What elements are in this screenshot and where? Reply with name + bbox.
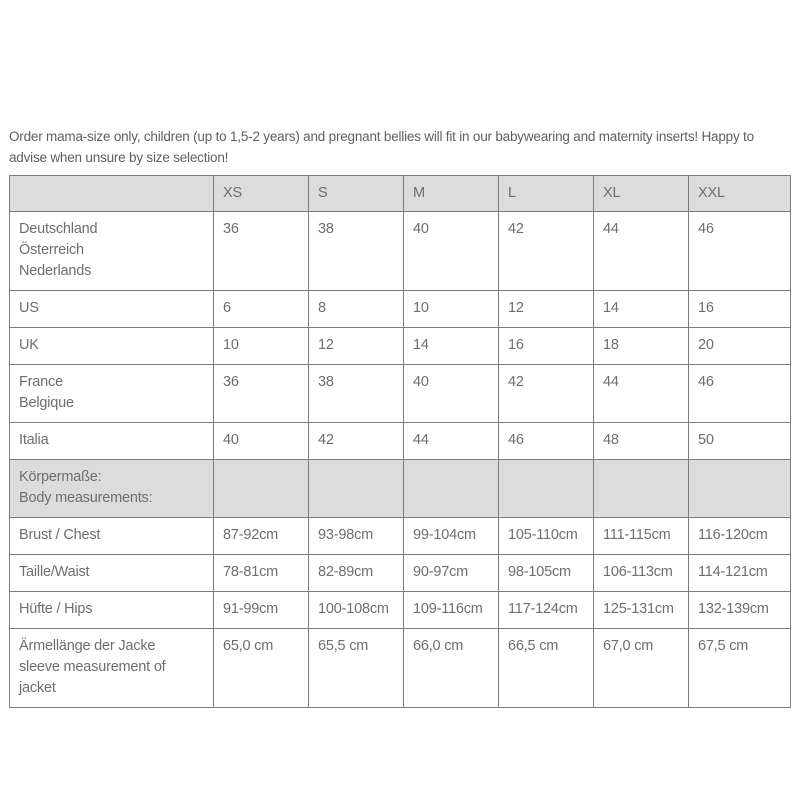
- value-cell: 87-92cm: [214, 518, 309, 555]
- table-row: [10, 592, 791, 629]
- value-cell: 90-97cm: [404, 555, 499, 592]
- header-cell-empty: [10, 176, 214, 212]
- row-label-line: Body measurements:: [19, 490, 153, 506]
- table-row: [10, 518, 791, 555]
- value-cell: 46: [689, 365, 791, 423]
- header-cell-size: M: [404, 176, 499, 212]
- row-label-cell: [10, 291, 214, 328]
- row-label-line: Hüfte / Hips: [19, 601, 93, 617]
- value-cell: 132-139cm: [689, 592, 791, 629]
- value-cell: 117-124cm: [499, 592, 594, 629]
- value-cell: 67,0 cm: [594, 629, 689, 708]
- row-label-cell: [10, 328, 214, 365]
- value-cell: 16: [499, 328, 594, 365]
- value-cell: 18: [594, 328, 689, 365]
- value-cell: 36: [214, 212, 309, 291]
- row-label-line: Ärmellänge der Jacke: [19, 638, 156, 654]
- row-label-cell: [10, 629, 214, 708]
- row-label-line: France: [19, 374, 63, 390]
- value-cell: 116-120cm: [689, 518, 791, 555]
- row-label-cell: [10, 460, 214, 518]
- value-cell: 91-99cm: [214, 592, 309, 629]
- value-cell: 44: [404, 423, 499, 460]
- value-cell: 40: [404, 365, 499, 423]
- value-cell: 66,0 cm: [404, 629, 499, 708]
- value-cell: 109-116cm: [404, 592, 499, 629]
- value-cell: 48: [594, 423, 689, 460]
- value-cell: [309, 460, 404, 518]
- size-chart-table: [9, 175, 791, 708]
- table-header: [10, 176, 791, 212]
- row-label-line: Nederlands: [19, 263, 92, 279]
- table-row: [10, 629, 791, 708]
- table-row: [10, 328, 791, 365]
- value-cell: 38: [309, 365, 404, 423]
- value-cell: [594, 460, 689, 518]
- intro-text: Order mama-size only, children (up to 1,5-2 years) and pregnant bellies will fit in our babywearing and maternity inserts! Happy to advise when unsure by size selection!: [9, 129, 754, 165]
- value-cell: 38: [309, 212, 404, 291]
- table-row: [10, 212, 791, 291]
- value-cell: 10: [404, 291, 499, 328]
- value-cell: 46: [689, 212, 791, 291]
- value-cell: 78-81cm: [214, 555, 309, 592]
- row-label-line: US: [19, 300, 39, 316]
- value-cell: 82-89cm: [309, 555, 404, 592]
- value-cell: 106-113cm: [594, 555, 689, 592]
- table-body: [10, 212, 791, 708]
- value-cell: [689, 460, 791, 518]
- value-cell: 6: [214, 291, 309, 328]
- value-cell: 46: [499, 423, 594, 460]
- value-cell: 10: [214, 328, 309, 365]
- header-row: [10, 176, 791, 212]
- table-row: [10, 365, 791, 423]
- table-row: [10, 291, 791, 328]
- row-label-cell: [10, 518, 214, 555]
- value-cell: 14: [594, 291, 689, 328]
- value-cell: 67,5 cm: [689, 629, 791, 708]
- header-cell-size: S: [309, 176, 404, 212]
- row-label-line: UK: [19, 337, 39, 353]
- value-cell: 36: [214, 365, 309, 423]
- value-cell: [404, 460, 499, 518]
- value-cell: 42: [499, 212, 594, 291]
- value-cell: 66,5 cm: [499, 629, 594, 708]
- row-label-line: Taille/Waist: [19, 564, 90, 580]
- value-cell: 8: [309, 291, 404, 328]
- header-cell-size: XS: [214, 176, 309, 212]
- row-label-line: Belgique: [19, 395, 74, 411]
- value-cell: 40: [214, 423, 309, 460]
- value-cell: 125-131cm: [594, 592, 689, 629]
- row-label-line: Körpermaße:: [19, 469, 102, 485]
- value-cell: 20: [689, 328, 791, 365]
- value-cell: 111-115cm: [594, 518, 689, 555]
- value-cell: 16: [689, 291, 791, 328]
- row-label-line: Brust / Chest: [19, 527, 101, 543]
- value-cell: 42: [309, 423, 404, 460]
- value-cell: 105-110cm: [499, 518, 594, 555]
- table-row: [10, 555, 791, 592]
- table-row: [10, 423, 791, 460]
- row-label-cell: [10, 423, 214, 460]
- value-cell: 50: [689, 423, 791, 460]
- value-cell: [214, 460, 309, 518]
- row-label-line: Deutschland: [19, 221, 98, 237]
- header-cell-size: XL: [594, 176, 689, 212]
- value-cell: 44: [594, 212, 689, 291]
- row-label-cell: [10, 212, 214, 291]
- row-label-cell: [10, 365, 214, 423]
- value-cell: 65,0 cm: [214, 629, 309, 708]
- row-label-cell: [10, 555, 214, 592]
- value-cell: 98-105cm: [499, 555, 594, 592]
- value-cell: 12: [309, 328, 404, 365]
- header-cell-size: XXL: [689, 176, 791, 212]
- value-cell: 93-98cm: [309, 518, 404, 555]
- header-cell-size: L: [499, 176, 594, 212]
- value-cell: 100-108cm: [309, 592, 404, 629]
- value-cell: 99-104cm: [404, 518, 499, 555]
- value-cell: 114-121cm: [689, 555, 791, 592]
- row-label-line: Italia: [19, 432, 49, 448]
- value-cell: 40: [404, 212, 499, 291]
- table-row: [10, 460, 791, 518]
- row-label-line: sleeve measurement of jacket: [19, 659, 166, 696]
- row-label-line: Österreich: [19, 242, 84, 258]
- row-label-cell: [10, 592, 214, 629]
- value-cell: 14: [404, 328, 499, 365]
- value-cell: 42: [499, 365, 594, 423]
- value-cell: 12: [499, 291, 594, 328]
- value-cell: 44: [594, 365, 689, 423]
- value-cell: [499, 460, 594, 518]
- value-cell: 65,5 cm: [309, 629, 404, 708]
